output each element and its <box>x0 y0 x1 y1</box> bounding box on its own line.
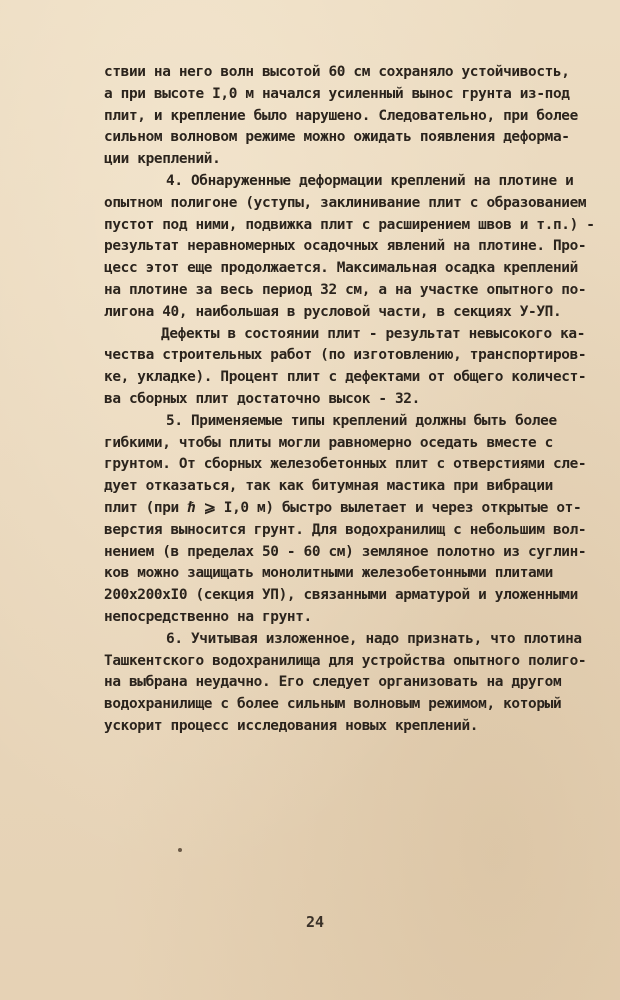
text-line: водохранилище с более сильным волновым режимом, который <box>104 696 562 713</box>
text-line: цесс этот еще продолжается. Максимальная осадка креплений <box>104 260 578 277</box>
text-line: чества строительных работ (по изготовлению, транспортиров- <box>104 347 587 364</box>
text-line: ствии на него волн высотой 60 см сохраняло устойчивость, <box>104 64 570 80</box>
page-number: 24 <box>305 913 325 931</box>
text-line: а при высоте I,0 м начался усиленный вынос грунта из-под <box>104 85 570 102</box>
text-line: грунтом. От сборных железобетонных плит с отверстиями сле- <box>104 456 587 473</box>
text-line: ва сборных плит достаточно высок - 32. <box>104 390 420 407</box>
text-line: ков можно защищать монолитными железобетонными плитами <box>104 565 553 582</box>
text-line: дует отказаться, так как битумная мастика при вибрации <box>104 478 553 495</box>
text-line: на выбрана неудачно. Его следует организовать на другом <box>104 674 562 691</box>
text-line: гибкими, чтобы плиты могли равномерно оседать вместе с <box>104 434 553 451</box>
paragraph-5-start: 5. Применяемые типы креплений должны быть более <box>166 412 557 429</box>
paper-speck <box>178 848 182 852</box>
text-line: 200x200xI0 (секция УП), связанными арматурой и уложенными <box>104 587 578 604</box>
text-line: плит (при ℏ ⩾ I,0 м) быстро вылетает и через открытые от- <box>104 499 582 516</box>
text-line: пустот под ними, подвижка плит с расширением швов и т.п.) - <box>104 216 595 233</box>
paragraph-4-start: 4. Обнаруженные деформации креплений на плотине и <box>166 172 574 189</box>
text-line: нением (в пределах 50 - 60 см) земляное полотно из суглин- <box>104 543 587 560</box>
text-line: плит, и крепление было нарушено. Следовательно, при более <box>104 107 578 124</box>
text-line: на плотине за весь период 32 см, а на участке опытного по- <box>104 281 587 298</box>
text-line: ускорит процесс исследования новых креплений. <box>104 717 479 734</box>
body-text <box>104 62 604 738</box>
text-line: Ташкентского водохранилища для устройства опытного полиго- <box>104 652 587 669</box>
text-line: ции креплений. <box>104 151 221 168</box>
paragraph-defects-start: Дефекты в состоянии плит - результат невысокого ка- <box>161 325 586 342</box>
text-line: ке, укладке). Процент плит с дефектами от общего количест- <box>104 369 587 386</box>
text-line: непосредственно на грунт. <box>104 608 312 625</box>
text-line: результат неравномерных осадочных явлений на плотине. Про- <box>104 238 587 255</box>
text-line: сильном волновом режиме можно ожидать появления деформа- <box>104 129 570 146</box>
text-line: лигона 40, наибольшая в русловой части, в секциях У-УП. <box>104 303 562 320</box>
text-line: верстия выносится грунт. Для водохранилищ с небольшим вол- <box>104 521 587 538</box>
text-line: опытном полигоне (уступы, заклинивание плит с образованием <box>104 194 587 211</box>
paragraph-6-start: 6. Учитывая изложенное, надо признать, что плотина <box>166 630 582 647</box>
